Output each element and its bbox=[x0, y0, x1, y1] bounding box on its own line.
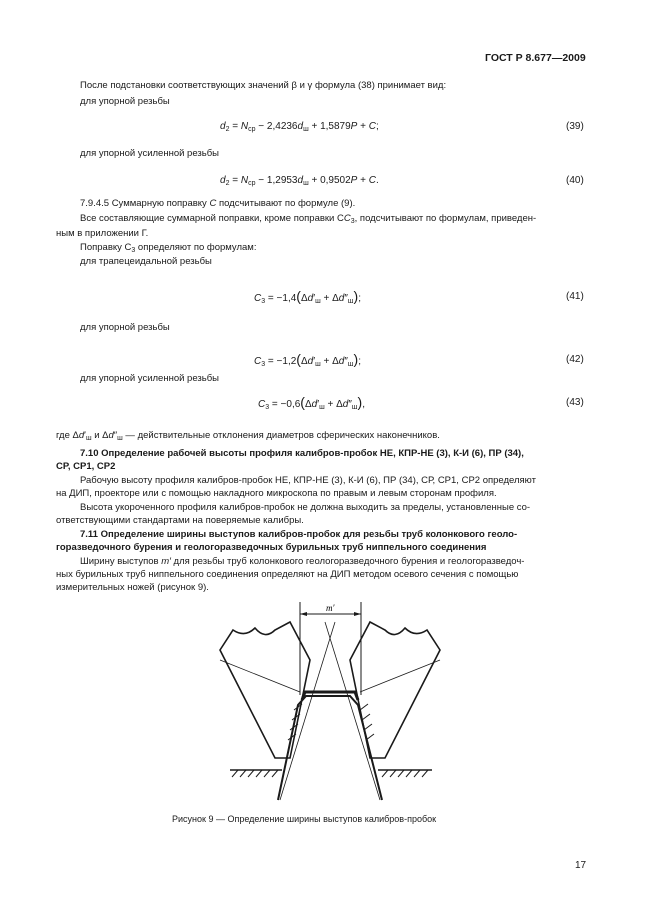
paragraph: для трапецеидальной резьбы bbox=[80, 256, 212, 267]
paragraph: где $\Delta d'_ш$ и $\Delta d''_ш$ — действительные отклонения диаметров сферических наконечников. bbox=[56, 430, 440, 442]
paragraph: измерительных ножей (рисунок 9). bbox=[56, 582, 209, 593]
paragraph: Высота укороченного профиля калибров-пробок не должна выходить за пределы, установленные со- bbox=[80, 502, 531, 513]
paragraph: ных бурильных труб ниппельного соединения определяют на ДИП методом осевого сечения с помощью bbox=[56, 569, 519, 580]
section-heading: горазведочного бурения и геологоразведочных бурильных труб ниппельного соединения bbox=[56, 542, 487, 553]
section-heading: 7.11 Определение ширины выступов калибров-пробок для резьбы труб колонкового геоло- bbox=[80, 529, 518, 540]
paragraph: на ДИП, проекторе или с помощью накладного микроскопа по правым и левым сторонам профиля. bbox=[56, 488, 497, 499]
formula-39: $d_2 = N_{ср} - 2,4236d_ш + 1,5879P + C$; bbox=[220, 121, 379, 133]
equation-number: (40) bbox=[566, 175, 584, 186]
paragraph: После подстановки соответствующих значений β и γ формула (38) принимает вид: bbox=[80, 80, 447, 91]
paragraph: Поправку $C_3$ определяют по формулам: bbox=[80, 242, 257, 254]
paragraph: ответствующими стандартами на поверяемые калибры. bbox=[56, 515, 304, 526]
figure-label: m′ bbox=[326, 603, 335, 613]
section-heading: СР, СР1, СР2 bbox=[56, 461, 116, 472]
doc-header: ГОСТ Р 8.677—2009 bbox=[485, 52, 586, 64]
paragraph: для упорной усиленной резьбы bbox=[80, 148, 219, 159]
paragraph: Все составляющие суммарной поправки, кроме поправки $CC_3$, подсчитывают по формулам, приведен- bbox=[80, 213, 537, 225]
section-heading: 7.10 Определение рабочей высоты профиля калибров-пробок НЕ, КПР-НЕ (3), К-И (6), ПР (34), bbox=[80, 448, 524, 459]
paragraph: для упорной усиленной резьбы bbox=[80, 373, 219, 384]
paragraph: для упорной резьбы bbox=[80, 96, 170, 107]
equation-number: (42) bbox=[566, 354, 584, 365]
formula-42: $C_3 = -1,2(\Delta d'_ш + \Delta d''_ш)$; bbox=[254, 351, 361, 368]
equation-number: (41) bbox=[566, 291, 584, 302]
paragraph: 7.9.4.5 Суммарную поправку C подсчитывают по формуле (9). bbox=[80, 198, 356, 209]
formula-40: $d_2 = N_{ср} - 1,2953d_ш + 0,9502P + C$. bbox=[220, 175, 379, 187]
formula-43: $C_3 = -0,6(\Delta d'_ш + \Delta d''_ш)$, bbox=[258, 394, 365, 411]
paragraph: Ширину выступов m′ для резьбы труб колонкового геологоразведочного бурения и геологоразведоч- bbox=[80, 556, 525, 567]
paragraph: ным в приложении Г. bbox=[56, 228, 149, 239]
figure-9-drawing bbox=[200, 600, 460, 805]
paragraph: для упорной резьбы bbox=[80, 322, 170, 333]
page-number: 17 bbox=[575, 860, 587, 871]
equation-number: (43) bbox=[566, 397, 584, 408]
paragraph: Рабочую высоту профиля калибров-пробок НЕ, КПР-НЕ (3), К-И (6), ПР (34), СР, СР1, СР2 определяют bbox=[80, 475, 536, 486]
equation-number: (39) bbox=[566, 121, 584, 132]
formula-41: $C_3 = -1,4(\Delta d'_ш + \Delta d''_ш)$; bbox=[254, 288, 361, 305]
figure-caption: Рисунок 9 — Определение ширины выступов калибров-пробок bbox=[172, 814, 437, 824]
